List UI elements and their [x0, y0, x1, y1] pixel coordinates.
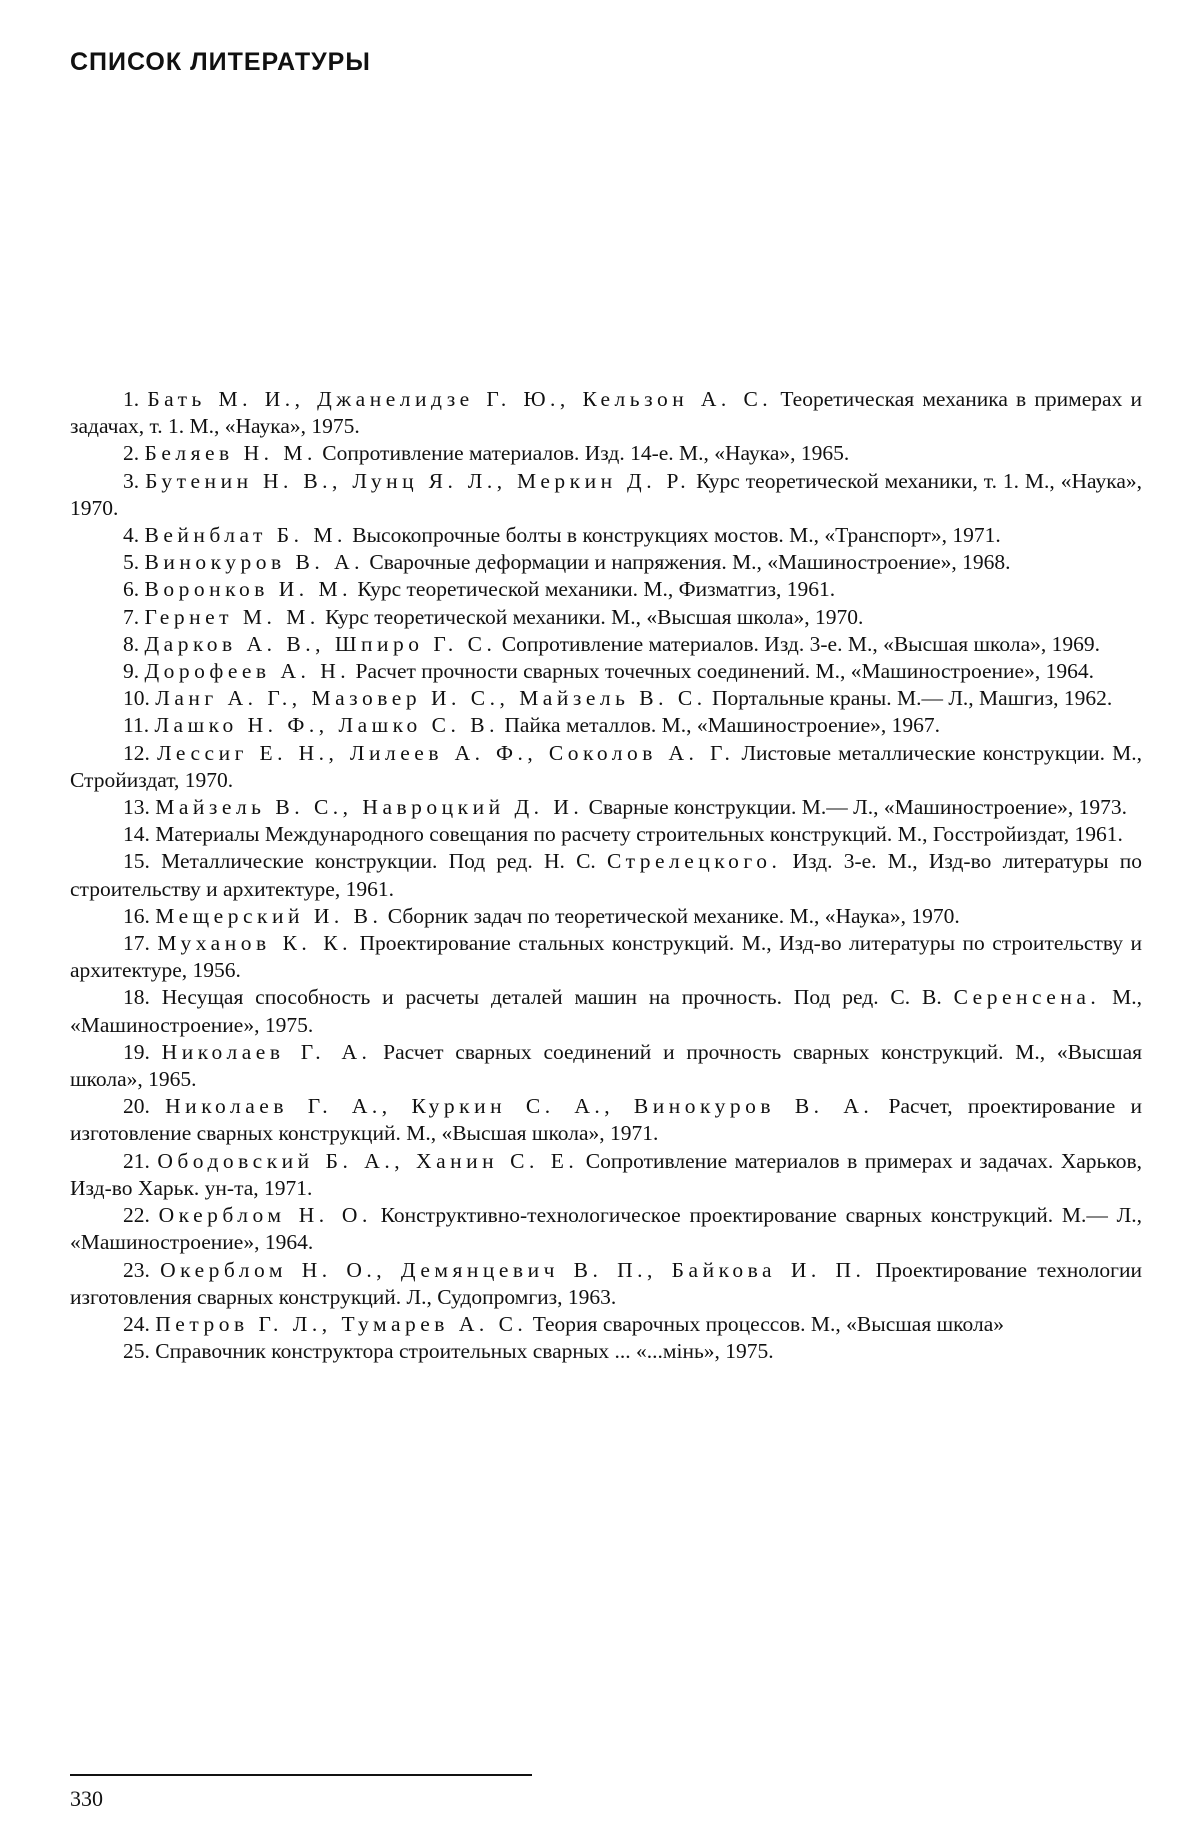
reference-title: Металлические конструкции. Под ред. Н. С.: [161, 849, 608, 874]
reference-number: 11.: [123, 713, 150, 738]
reference-title: Высокопрочные болты в конструкциях мостов. М., «Транспорт», 1971.: [346, 523, 1001, 548]
reference-authors: Окерблом Н. О., Демянцевич В. П., Байкова И. П.: [160, 1257, 866, 1282]
reference-publication: Изд. 3-е. М., Изд-во литературы по строительству и архитектуре, 1961.: [70, 849, 1143, 901]
reference-item: [70, 631, 1142, 658]
reference-number: 18.: [123, 985, 150, 1010]
reference-item: [70, 468, 1142, 522]
reference-number: 16.: [123, 903, 150, 928]
reference-title: Теория сварочных процессов. М., «Высшая школа»: [527, 1311, 1005, 1336]
reference-item: [70, 930, 1142, 984]
reference-number: 4.: [123, 523, 140, 548]
reference-title: Курс теоретической механики, т. 1. М., «Наука», 1970.: [70, 468, 1142, 520]
footnote-rule: [70, 1774, 532, 1776]
reference-title: Материалы Международного совещания по расчету строительных конструкций. М., Госстройиздат, 1961.: [155, 822, 1123, 847]
reference-item: [70, 685, 1142, 712]
reference-authors: Ободовский Б. А., Ханин С. Е.: [157, 1148, 579, 1173]
reference-authors: Муханов К. К.: [157, 931, 352, 956]
reference-authors: Майзель В. С., Навроцкий Д. И.: [155, 795, 584, 820]
reference-title: Сварные конструкции. М.— Л., «Машиностроение», 1973.: [583, 795, 1128, 820]
reference-item: [70, 821, 1142, 848]
reference-authors: Бутенин Н. В., Лунц Я. Л., Меркин Д. Р.: [145, 468, 691, 493]
reference-authors: Мещерский И. В.: [155, 903, 383, 928]
reference-item: [70, 1338, 1142, 1365]
reference-authors: Беляев Н. М.: [144, 441, 317, 466]
reference-title: Курс теоретической механики. М., Физматгиз, 1961.: [352, 577, 836, 602]
reference-item: [70, 1202, 1142, 1256]
reference-number: 22.: [123, 1203, 150, 1228]
reference-number: 24.: [123, 1311, 150, 1336]
reference-item: [70, 549, 1142, 576]
reference-number: 23.: [123, 1257, 150, 1282]
reference-authors: Николаев Г. А.: [161, 1039, 372, 1064]
reference-item: [70, 440, 1142, 467]
reference-authors: Дорофеев А. Н.: [144, 659, 351, 684]
reference-number: 1.: [123, 387, 140, 411]
reference-number: 7.: [123, 604, 140, 629]
page-number: 330: [70, 1786, 103, 1811]
reference-item: [70, 386, 1142, 440]
reference-editor: Серенсена.: [953, 985, 1101, 1010]
reference-authors: Ланг А. Г., Мазовер И. С., Майзель В. С.: [155, 686, 707, 711]
reference-authors: Николаев Г. А., Куркин С. А., Винокуров В. А.: [165, 1094, 874, 1119]
reference-title: Пайка металлов. М., «Машиностроение», 1967.: [498, 713, 941, 738]
reference-authors: Дарков А. В., Шпиро Г. С.: [144, 631, 497, 656]
reference-title: Проектирование стальных конструкций. М., Изд-во литературы по строительству и архитектуре, 1956.: [70, 931, 1142, 983]
reference-number: 14.: [123, 822, 150, 847]
reference-item: [70, 794, 1142, 821]
reference-editor: Стрелецкого.: [607, 849, 782, 874]
reference-authors: Вейнблат Б. М.: [144, 523, 347, 548]
reference-number: 6.: [123, 577, 140, 602]
reference-item: [70, 1257, 1142, 1311]
reference-item: [70, 712, 1142, 739]
reference-item: [70, 1093, 1142, 1147]
reference-title: Сварочные деформации и напряжения. М., «Машиностроение», 1968.: [364, 550, 1011, 575]
reference-number: 20.: [123, 1094, 150, 1119]
reference-number: 15.: [123, 849, 150, 874]
reference-number: 10.: [123, 686, 150, 711]
reference-title: Конструктивно-технологическое проектирование сварных конструкций. М.— Л., «Машиностроение», 1964.: [70, 1203, 1143, 1255]
reference-authors: Окерблом Н. О.: [158, 1203, 372, 1228]
page-heading: СПИСОК ЛИТЕРАТУРЫ: [70, 48, 371, 76]
reference-title: Справочник конструктора строительных сварных ... «...мінь», 1975.: [155, 1339, 774, 1364]
reference-item: [70, 1039, 1142, 1093]
reference-title: Листовые металлические конструкции. М., Стройиздат, 1970.: [70, 740, 1143, 792]
reference-authors: Петров Г. Л., Тумарев А. С.: [155, 1311, 528, 1336]
reference-authors: Лессиг Е. Н., Лилеев А. Ф., Соколов А. Г.: [156, 740, 735, 765]
reference-title: Портальные краны. М.— Л., Машгиз, 1962.: [706, 686, 1113, 711]
reference-number: 3.: [123, 468, 140, 493]
reference-title: Расчет прочности сварных точечных соединений. М., «Машиностроение», 1964.: [350, 659, 1094, 684]
reference-title: Расчет сварных соединений и прочность сварных конструкций. М., «Высшая школа», 1965.: [70, 1039, 1142, 1092]
reference-item: [70, 984, 1142, 1038]
reference-number: 2.: [123, 441, 140, 466]
reference-number: 5.: [123, 550, 140, 575]
reference-item: [70, 604, 1142, 631]
reference-number: 12.: [123, 740, 150, 765]
reference-title: Сопротивление материалов. Изд. 14-е. М., «Наука», 1965.: [316, 441, 850, 466]
reference-authors: Гернет М. М.: [144, 604, 320, 629]
reference-authors: Винокуров В. А.: [144, 550, 365, 575]
reference-item: [70, 658, 1142, 685]
reference-publication: М., «Машиностроение», 1975.: [70, 985, 1142, 1037]
reference-title: Расчет, проектирование и изготовление сварных конструкций. М., «Высшая школа», 1971.: [70, 1094, 1143, 1146]
reference-number: 19.: [123, 1039, 150, 1064]
reference-title: Сборник задач по теоретической механике. М., «Наука», 1970.: [382, 903, 960, 928]
reference-title: Теоретическая механика в примерах и задачах, т. 1. М., «Наука», 1975.: [70, 387, 1143, 439]
reference-number: 9.: [123, 659, 140, 684]
reference-item: [70, 1311, 1142, 1338]
reference-number: 25.: [123, 1339, 150, 1364]
reference-item: [70, 576, 1142, 603]
reference-authors: Бать М. И., Джанелидзе Г. Ю., Кельзон А. С.: [147, 387, 773, 411]
reference-item: [70, 740, 1142, 794]
reference-number: 21.: [123, 1148, 150, 1173]
reference-authors: Воронков И. М.: [144, 577, 352, 602]
reference-item: [70, 522, 1142, 549]
reference-authors: Лашко Н. Ф., Лашко С. В.: [154, 713, 499, 738]
reference-title: Курс теоретической механики. М., «Высшая школа», 1970.: [319, 604, 864, 629]
reference-list: [70, 386, 1142, 1365]
reference-number: 17.: [123, 931, 150, 956]
reference-title: Сопротивление материалов. Изд. 3-е. М., «Высшая школа», 1969.: [496, 631, 1101, 656]
reference-title: Сопротивление материалов в примерах и задачах. Харьков, Изд-во Харьк. ун-та, 1971.: [70, 1148, 1142, 1200]
reference-item: [70, 848, 1142, 902]
reference-number: 13.: [123, 795, 150, 820]
reference-item: [70, 1148, 1142, 1202]
reference-title: Проектирование технологии изготовления сварных конструкций. Л., Судопромгиз, 1963.: [70, 1257, 1142, 1309]
reference-number: 8.: [123, 631, 140, 656]
reference-title: Несущая способность и расчеты деталей машин на прочность. Под ред. С. В.: [161, 985, 954, 1010]
reference-item: [70, 903, 1142, 930]
